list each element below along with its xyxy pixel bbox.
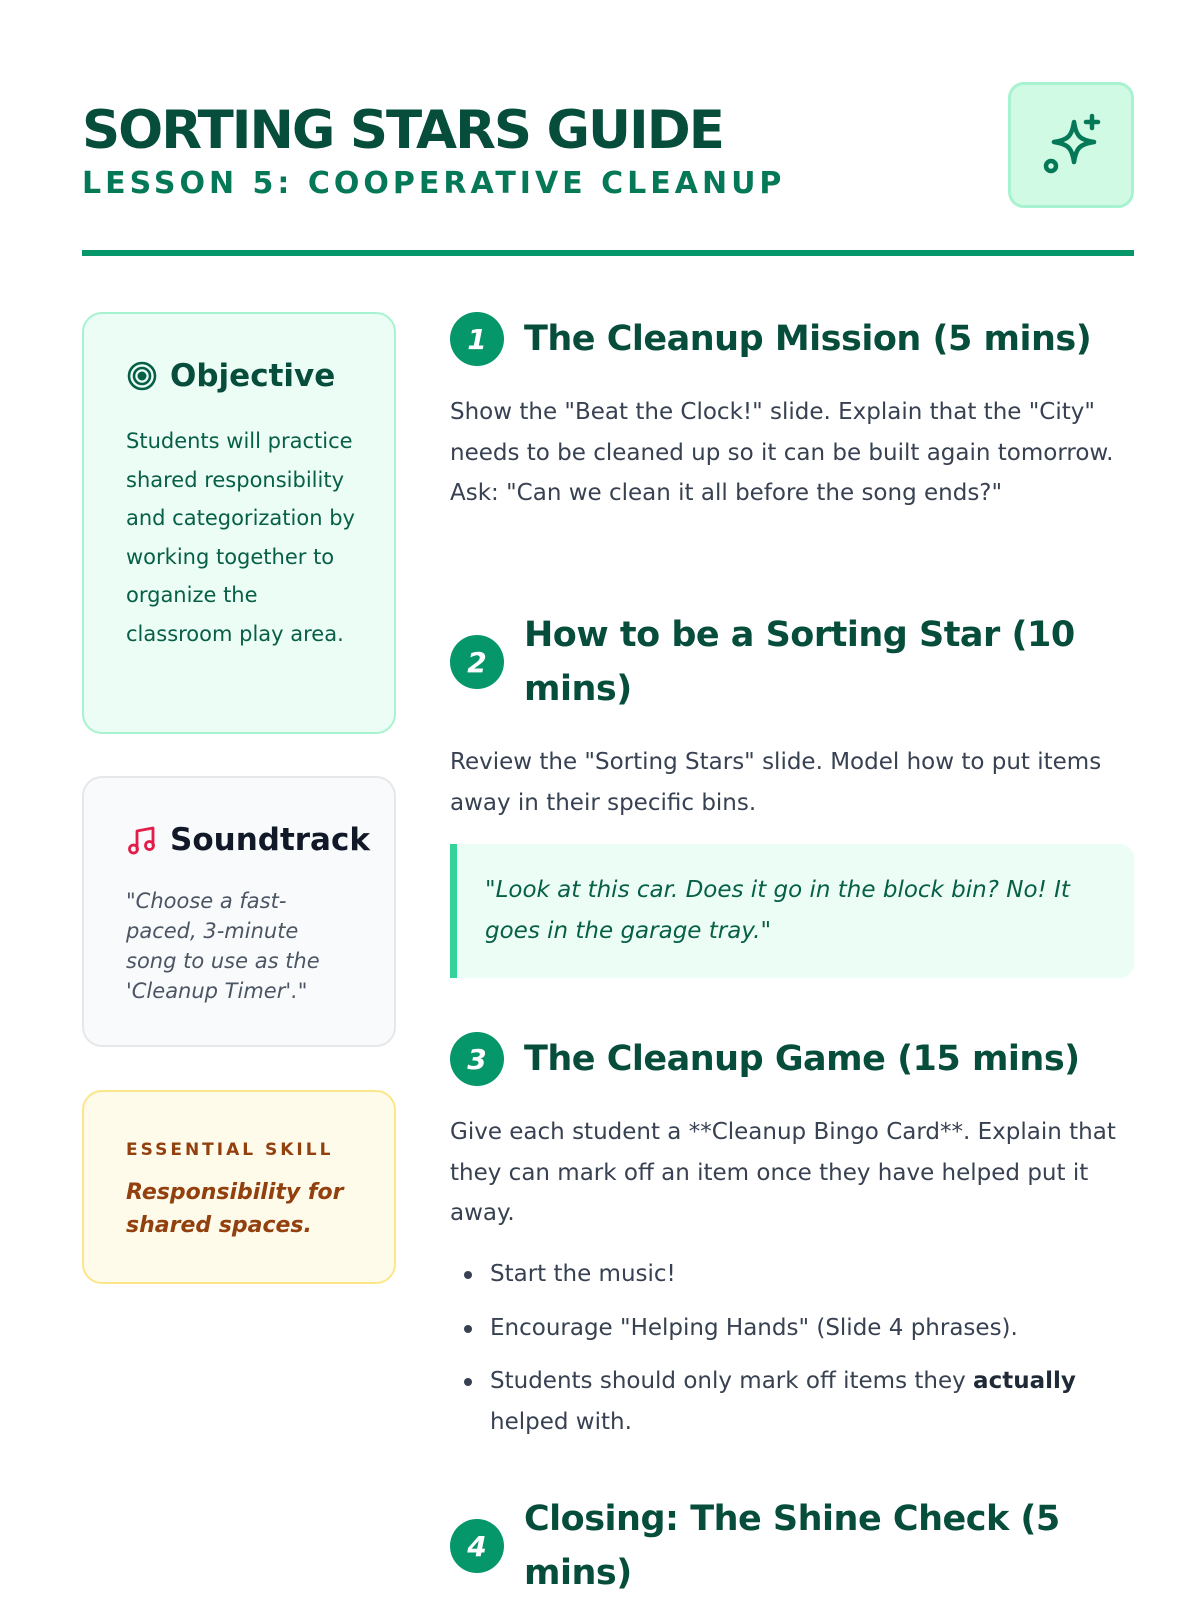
page-header — [82, 80, 1134, 210]
bullet-text-emphasis: actually — [973, 1368, 1076, 1394]
step-2-text: Review the "Sorting Stars" slide. Model how to put items away in their specific bins. — [450, 749, 1102, 816]
objective-card — [82, 312, 396, 734]
bullet-text-end: helped with. — [490, 1408, 632, 1435]
soundtrack-header — [126, 822, 370, 858]
page-subtitle: LESSON 5: COOPERATIVE CLEANUP — [82, 166, 786, 201]
step-number-badge: 2 — [450, 635, 504, 689]
list-item: Encourage "Helping Hands" (Slide 4 phrases). — [450, 1308, 1134, 1349]
soundtrack-text: "Choose a fast-paced, 3-minute song to use as the 'Cleanup Timer'." — [126, 889, 320, 1003]
step-1-heading — [450, 312, 1134, 366]
step-number-badge: 4 — [450, 1519, 504, 1573]
step-1-text: Show the "Beat the Clock!" slide. Explain that the "City" needs to be cleaned up so it can be built again tomorrow. Ask: "Can we clean it all before the song ends?" — [450, 399, 1114, 506]
list-item — [450, 1361, 1134, 1442]
step-number-badge: 1 — [450, 312, 504, 366]
target-icon — [126, 360, 158, 392]
step-3-heading — [450, 1032, 1134, 1086]
step-title: How to be a Sorting Star (10 mins) — [524, 615, 1075, 709]
list-item: Start the music! — [450, 1254, 1134, 1295]
step-4-heading — [450, 1492, 1134, 1600]
essential-skill-card — [82, 1090, 396, 1284]
essential-skill-label: ESSENTIAL SKILL — [126, 1140, 334, 1160]
music-note-icon — [126, 824, 158, 856]
step-title: The Cleanup Game (15 mins) — [524, 1039, 1080, 1079]
step-number-badge: 3 — [450, 1032, 504, 1086]
header-divider — [82, 250, 1134, 256]
step-2-quote: "Look at this car. Does it go in the block bin? No! It goes in the garage tray." — [450, 844, 1134, 978]
step-3-text: Give each student a **Cleanup Bingo Card**. Explain that they can mark off an item once they have helped put it away. — [450, 1119, 1116, 1226]
logo-badge — [1008, 82, 1134, 208]
step-title: Closing: The Shine Check (5 mins) — [524, 1499, 1060, 1593]
sparkle-icon — [1038, 112, 1104, 178]
soundtrack-card — [82, 776, 396, 1047]
essential-skill-text: Responsibility for shared spaces. — [126, 1180, 344, 1238]
step-2-heading — [450, 608, 1134, 716]
objective-header — [126, 358, 335, 394]
bullet-text-start: Students should only mark off items they — [490, 1368, 974, 1394]
objective-title: Objective — [170, 358, 336, 394]
step-3-bullet-list — [450, 1254, 1134, 1455]
objective-text: Students will practice shared responsibility and categorization by working together to organize the classroom play area. — [126, 429, 355, 646]
step-title: The Cleanup Mission (5 mins) — [524, 319, 1092, 359]
soundtrack-title: Soundtrack — [170, 822, 370, 858]
page-title: SORTING STARS GUIDE — [82, 100, 723, 161]
